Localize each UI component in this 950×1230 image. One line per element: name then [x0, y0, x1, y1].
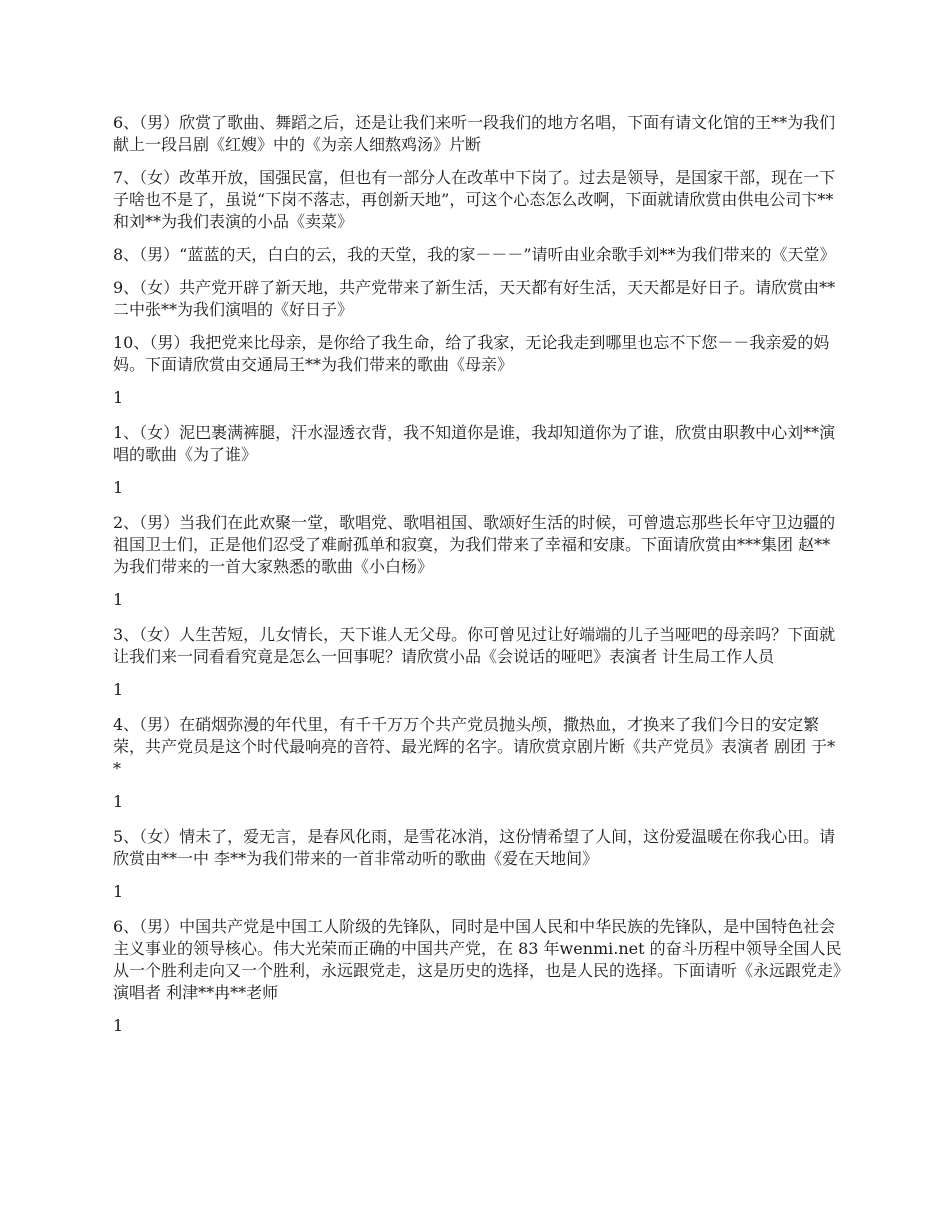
page-number-marker: 1 — [113, 478, 124, 497]
paragraph-6-man-opera: 6、（男）欣赏了歌曲、舞蹈之后，还是让我们来听一段我们的地方名唱，下面有请文化馆的王**为我们献上一段吕剧《红嫂》中的《为亲人细熬鸡汤》片断 — [113, 113, 836, 154]
paragraph-6-man-song: 6、（男）中国共产党是中国工人阶级的先锋队，同时是中国人民和中华民族的先锋队，是中国特色社会主义事业的领导核心。伟大光荣而正确的中国共产党，在 83 年wenmi.net 的奋斗历程中领导全国人民从一个胜利走向又一个胜利，永远跟党走，这是历史的选择，也是人民的选择。下面请听《永远跟党走》演唱者 利津**冉**老师 — [113, 917, 842, 1002]
page-number-marker: 1 — [113, 1016, 124, 1035]
paragraph-2-man-xiaobaiyang: 2、（男）当我们在此欢聚一堂，歌唱党、歌唱祖国、歌颂好生活的时候，可曾遗忘那些长年守卫边疆的祖国卫士们，正是他们忍受了难耐孤单和寂寞，为我们带来了幸福和安康。下面请欣赏由***集团 赵**为我们带来的一首大家熟悉的歌曲《小白杨》 — [113, 513, 836, 576]
paragraph-9-woman-haorizi: 9、（女）共产党开辟了新天地，共产党带来了新生活，天天都有好生活，天天都是好日子。请欣赏由**二中张**为我们演唱的《好日子》 — [113, 278, 836, 319]
page-number-marker: 1 — [113, 792, 124, 811]
page-number-marker: 1 — [113, 590, 124, 609]
paragraph-4-man-opera: 4、（男）在硝烟弥漫的年代里，有千千万万个共产党员抛头颅，撒热血，才换来了我们今日的安定繁荣，共产党员是这个时代最响亮的音符、最光辉的名字。请欣赏京剧片断《共产党员》表演者 剧团 于** — [113, 715, 836, 778]
paragraph-3-woman-sketch: 3、（女）人生苦短，儿女情长，天下谁人无父母。你可曾见过让好端端的儿子当哑吧的母亲吗？下面就让我们来一同看看究竟是怎么一回事呢？请欣赏小品《会说话的哑吧》表演者 计生局工作人员 — [113, 625, 836, 666]
paragraph-5-woman-song: 5、（女）情未了，爱无言，是春风化雨，是雪花冰消，这份情希望了人间，这份爱温暖在你我心田。请欣赏由**一中 李**为我们带来的一首非常动听的歌曲《爱在天地间》 — [113, 827, 836, 868]
paragraph-7-woman-sketch: 7、（女）改革开放，国强民富，但也有一部分人在改革中下岗了。过去是领导，是国家干部，现在一下子啥也不是了，虽说“下岗不落志，再创新天地”，可这个心态怎么改啊，下面就请欣赏由供电公司卞**和刘**为我们表演的小品《卖菜》 — [113, 168, 836, 231]
paragraph-10-man-muqin: 10、（男）我把党来比母亲，是你给了我生命，给了我家，无论我走到哪里也忘不下您－－我亲爱的妈妈。下面请欣赏由交通局王**为我们带来的歌曲《母亲》 — [113, 333, 830, 374]
document-body — [113, 112, 843, 1050]
page-number-marker: 1 — [113, 882, 124, 901]
paragraph-8-man-tiantang: 8、（男）“蓝蓝的天，白白的云，我的天堂，我的家－－－”请听由业余歌手刘**为我们带来的《天堂》 — [113, 245, 836, 264]
page-number-marker: 1 — [113, 388, 124, 407]
paragraph-1-woman-weileshui: 1、（女）泥巴裹满裤腿，汗水湿透衣背，我不知道你是谁，我却知道你为了谁，欣赏由职教中心刘**演唱的歌曲《为了谁》 — [113, 423, 836, 464]
page-number-marker: 1 — [113, 680, 124, 699]
